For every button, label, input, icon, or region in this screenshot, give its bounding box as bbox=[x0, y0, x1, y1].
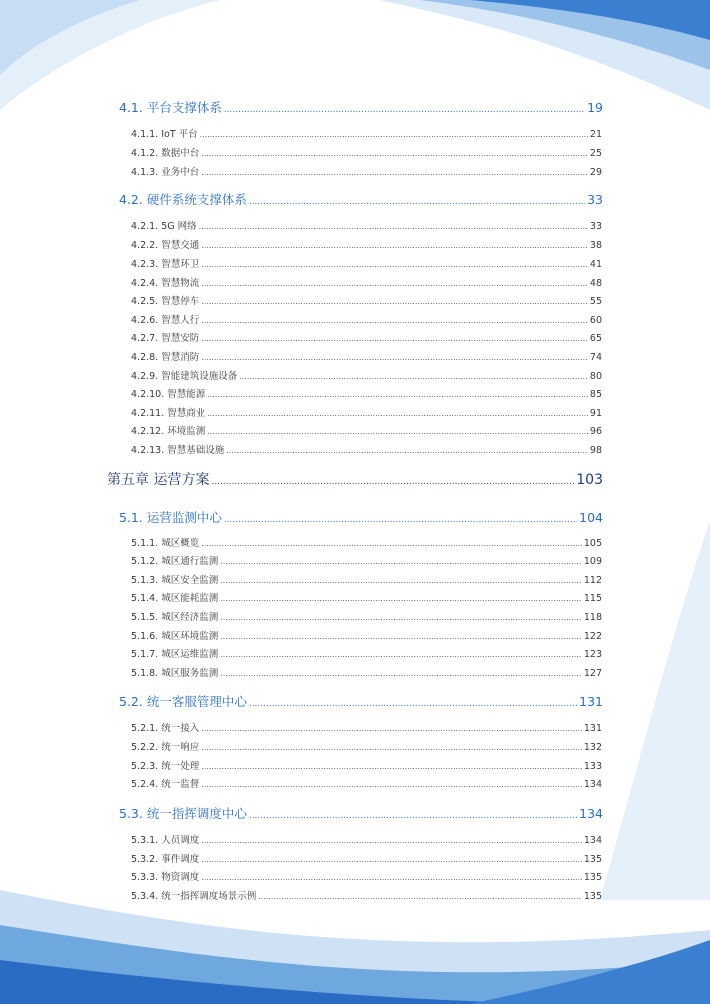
toc-entry-label: 5.1.6. 城区环境监测 bbox=[131, 631, 219, 642]
toc-page-number: 33 bbox=[589, 221, 602, 232]
toc-leader-dots bbox=[201, 854, 582, 865]
toc-leader-dots bbox=[249, 694, 577, 709]
toc-entry-label: 4.2.11. 智慧商业 bbox=[131, 408, 206, 419]
toc-subsection bbox=[131, 293, 602, 307]
toc-entry-label: 5.1.7. 城区运维监测 bbox=[131, 649, 219, 660]
toc-page-number: 134 bbox=[583, 835, 602, 846]
toc-page-number: 133 bbox=[583, 761, 602, 772]
toc-subsection bbox=[131, 609, 602, 623]
toc-subsection bbox=[131, 312, 602, 326]
toc-subsection bbox=[131, 572, 602, 586]
toc-page-number: 112 bbox=[583, 575, 602, 586]
toc-leader-dots bbox=[201, 333, 588, 344]
toc-leader-dots bbox=[207, 426, 588, 437]
toc-leader-dots bbox=[201, 835, 582, 846]
toc-page-number: 118 bbox=[583, 612, 602, 623]
toc-leader-dots bbox=[249, 806, 577, 821]
toc-subsection bbox=[131, 349, 602, 363]
toc-page-number: 105 bbox=[583, 538, 602, 549]
toc-leader-dots bbox=[201, 779, 582, 790]
toc-entry-label: 5.1.4. 城区能耗监测 bbox=[131, 593, 219, 604]
toc-subsection bbox=[131, 126, 602, 140]
toc-page-number: 29 bbox=[589, 167, 602, 178]
toc-entry-label: 5.1.2. 城区通行监测 bbox=[131, 556, 219, 567]
toc-entry-label: 4.2.7. 智慧安防 bbox=[131, 333, 200, 344]
toc-entry-label: 5.2.4. 统一监督 bbox=[131, 779, 200, 790]
toc-subsection bbox=[131, 535, 602, 549]
toc-leader-dots bbox=[220, 631, 582, 642]
toc-subsection bbox=[131, 553, 602, 567]
toc-leader-dots bbox=[220, 649, 582, 660]
toc-leader-dots bbox=[211, 472, 574, 488]
toc-leader-dots bbox=[201, 296, 588, 307]
toc-page-number: 132 bbox=[583, 742, 602, 753]
toc-subsection bbox=[131, 368, 602, 382]
toc-page-number: 55 bbox=[589, 296, 602, 307]
toc-entry-label: 4.2.2. 智慧交通 bbox=[131, 240, 200, 251]
toc-section bbox=[119, 98, 603, 116]
toc-leader-dots bbox=[220, 575, 582, 586]
toc-entry-label: 第五章 运营方案 bbox=[107, 472, 210, 488]
toc-page-number: 131 bbox=[579, 694, 603, 709]
toc-page-number: 115 bbox=[583, 593, 602, 604]
toc-chapter bbox=[107, 469, 603, 489]
toc-page-number: 19 bbox=[587, 100, 603, 115]
toc-page-number: 85 bbox=[589, 389, 602, 400]
toc-page-number: 48 bbox=[589, 278, 602, 289]
toc-entry-label: 4.2. 硬件系统支撑体系 bbox=[119, 192, 247, 207]
toc-leader-dots bbox=[239, 371, 588, 382]
toc-page-number: 135 bbox=[583, 854, 602, 865]
toc-entry-label: 5.1.8. 城区服务监测 bbox=[131, 668, 219, 679]
toc-leader-dots bbox=[201, 259, 588, 270]
toc-leader-dots bbox=[201, 167, 588, 178]
toc-entry-label: 4.2.8. 智慧消防 bbox=[131, 352, 200, 363]
toc-subsection bbox=[131, 720, 602, 734]
toc-entry-label: 4.1.3. 业务中台 bbox=[131, 167, 200, 178]
toc-page-number: 41 bbox=[589, 259, 602, 270]
toc-entry-label: 4.1.1. IoT 平台 bbox=[131, 129, 198, 140]
toc-entry-label: 4.2.13. 智慧基础设施 bbox=[131, 445, 225, 456]
toc-subsection bbox=[131, 218, 602, 232]
toc-page-number: 80 bbox=[589, 371, 602, 382]
toc-leader-dots bbox=[201, 872, 582, 883]
toc-page-number: 60 bbox=[589, 315, 602, 326]
toc-leader-dots bbox=[207, 408, 588, 419]
toc-leader-dots bbox=[200, 129, 588, 140]
toc-leader-dots bbox=[201, 761, 582, 772]
toc-subsection bbox=[131, 423, 602, 437]
toc-subsection bbox=[131, 405, 602, 419]
toc-entry-label: 4.2.12. 环境监测 bbox=[131, 426, 206, 437]
toc-subsection bbox=[131, 832, 602, 846]
toc-subsection bbox=[131, 164, 602, 178]
toc-leader-dots bbox=[201, 352, 588, 363]
toc-subsection bbox=[131, 256, 602, 270]
toc-entry-label: 5.3.2. 事件调度 bbox=[131, 854, 200, 865]
toc-leader-dots bbox=[224, 510, 577, 525]
toc-leader-dots bbox=[201, 240, 588, 251]
toc-subsection bbox=[131, 590, 602, 604]
toc-entry-label: 5.2.2. 统一响应 bbox=[131, 742, 200, 753]
toc-subsection bbox=[131, 888, 602, 902]
toc-leader-dots bbox=[226, 445, 588, 456]
toc-entry-label: 5.1. 运营监测中心 bbox=[119, 510, 222, 525]
toc-leader-dots bbox=[249, 192, 585, 207]
toc-subsection bbox=[131, 869, 602, 883]
toc-page-number: 25 bbox=[589, 148, 602, 159]
toc-subsection bbox=[131, 646, 602, 660]
toc-entry-label: 4.2.4. 智慧物流 bbox=[131, 278, 200, 289]
toc-subsection bbox=[131, 628, 602, 642]
toc-page-number: 104 bbox=[579, 510, 603, 525]
toc-entry-label: 4.1.2. 数据中台 bbox=[131, 148, 200, 159]
toc-section bbox=[119, 190, 603, 208]
toc-leader-dots bbox=[258, 891, 582, 902]
toc-page-number: 109 bbox=[583, 556, 602, 567]
toc-leader-dots bbox=[199, 221, 588, 232]
toc-leader-dots bbox=[201, 315, 588, 326]
toc-subsection bbox=[131, 145, 602, 159]
toc-page-number: 33 bbox=[587, 192, 603, 207]
toc-entry-label: 5.2.3. 统一处理 bbox=[131, 761, 200, 772]
toc-entry-label: 4.2.5. 智慧停车 bbox=[131, 296, 200, 307]
toc-subsection bbox=[131, 776, 602, 790]
toc-entry-label: 4.2.3. 智慧环卫 bbox=[131, 259, 200, 270]
toc-section bbox=[119, 804, 603, 822]
toc-page-number: 131 bbox=[583, 723, 602, 734]
toc-entry-label: 5.3.4. 统一指挥调度场景示例 bbox=[131, 891, 257, 902]
toc-entry-label: 5.1.3. 城区安全监测 bbox=[131, 575, 219, 586]
toc-entry-label: 5.1.1. 城区概览 bbox=[131, 538, 200, 549]
toc-entry-label: 5.2. 统一客服管理中心 bbox=[119, 694, 247, 709]
toc-entry-label: 4.2.1. 5G 网络 bbox=[131, 221, 197, 232]
toc-subsection bbox=[131, 330, 602, 344]
toc-page-number: 96 bbox=[589, 426, 602, 437]
toc-leader-dots bbox=[201, 723, 582, 734]
toc-leader-dots bbox=[224, 100, 585, 115]
toc-subsection bbox=[131, 758, 602, 772]
toc-subsection bbox=[131, 442, 602, 456]
toc-subsection bbox=[131, 275, 602, 289]
toc-page-number: 21 bbox=[589, 129, 602, 140]
toc-page-number: 134 bbox=[583, 779, 602, 790]
toc-page-number: 103 bbox=[576, 472, 603, 488]
toc-section bbox=[119, 508, 603, 526]
toc-entry-label: 4.2.10. 智慧能源 bbox=[131, 389, 206, 400]
toc-entry-label: 4.1. 平台支撑体系 bbox=[119, 100, 222, 115]
toc-page-number: 122 bbox=[583, 631, 602, 642]
toc-entry-label: 5.1.5. 城区经济监测 bbox=[131, 612, 219, 623]
toc-leader-dots bbox=[220, 556, 582, 567]
toc-page-number: 74 bbox=[589, 352, 602, 363]
toc-page-number: 135 bbox=[583, 891, 602, 902]
toc-entry-label: 5.3.1. 人员调度 bbox=[131, 835, 200, 846]
toc-leader-dots bbox=[220, 668, 582, 679]
toc-entry-label: 5.2.1. 统一接入 bbox=[131, 723, 200, 734]
toc-leader-dots bbox=[220, 612, 582, 623]
toc-page-number: 127 bbox=[583, 668, 602, 679]
toc-page-number: 135 bbox=[583, 872, 602, 883]
toc-entry-label: 4.2.6. 智慧人行 bbox=[131, 315, 200, 326]
toc-subsection bbox=[131, 851, 602, 865]
toc-page-number: 65 bbox=[589, 333, 602, 344]
toc-leader-dots bbox=[201, 278, 588, 289]
toc-entry-label: 5.3.3. 物资调度 bbox=[131, 872, 200, 883]
toc-subsection bbox=[131, 739, 602, 753]
toc-page-number: 98 bbox=[589, 445, 602, 456]
toc-subsection bbox=[131, 237, 602, 251]
toc-page-number: 134 bbox=[579, 806, 603, 821]
toc-entry-label: 4.2.9. 智能建筑设施设备 bbox=[131, 371, 238, 382]
toc-page-number: 38 bbox=[589, 240, 602, 251]
toc-leader-dots bbox=[201, 148, 588, 159]
toc-page-number: 123 bbox=[583, 649, 602, 660]
toc-page-number: 91 bbox=[589, 408, 602, 419]
toc-subsection bbox=[131, 386, 602, 400]
toc-leader-dots bbox=[201, 742, 582, 753]
toc-leader-dots bbox=[207, 389, 588, 400]
toc-subsection bbox=[131, 665, 602, 679]
toc-entry-label: 5.3. 统一指挥调度中心 bbox=[119, 806, 247, 821]
toc-leader-dots bbox=[220, 593, 582, 604]
toc-section bbox=[119, 692, 603, 710]
toc-leader-dots bbox=[201, 538, 582, 549]
